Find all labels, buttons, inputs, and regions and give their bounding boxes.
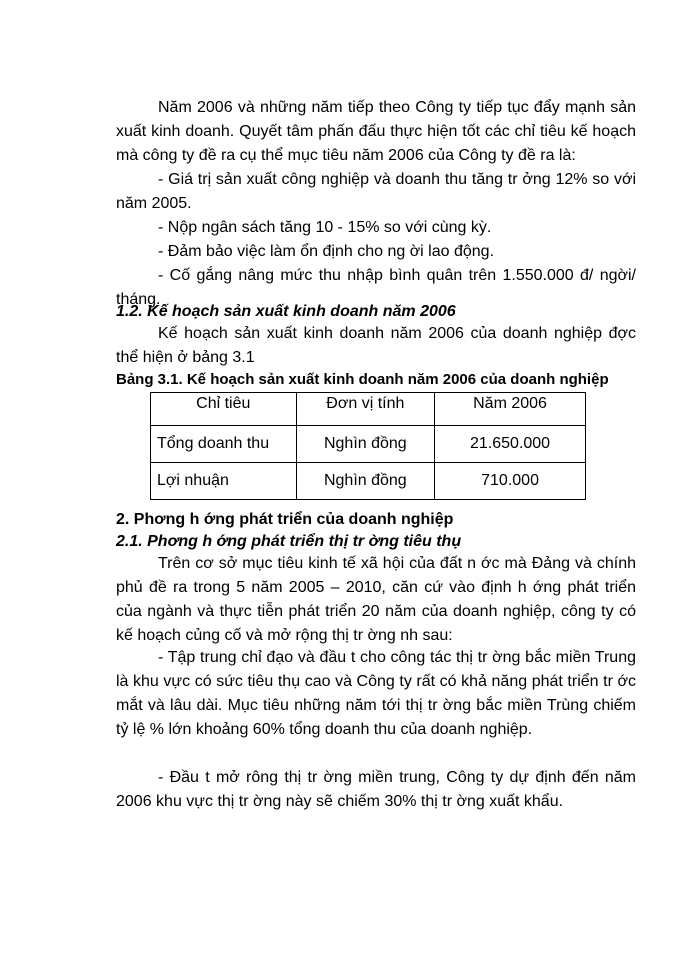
goal-income: - Cố gắng nâng mức thu nhập bình quân trên 1.550.000 đ/ ngời/ tháng. [116,267,636,308]
table-header-cell: Chỉ tiêu [151,393,297,426]
table-caption: Bảng 3.1. Kế hoạch sản xuất kinh doanh năm 2006 của doanh nghiệp [116,371,609,388]
table-cell: 21.650.000 [435,426,586,463]
goal-employment: - Đảm bảo việc làm ổn định cho ng ời lao động. [158,243,495,260]
table-cell: Tổng doanh thu [151,426,297,463]
table-header-cell: Năm 2006 [435,393,586,426]
intro-paragraph: Năm 2006 và những năm tiếp theo Công ty tiếp tục đẩy mạnh sản xuất kinh doanh. Quyết tâm phấn đấu thực hiện tốt các chỉ tiêu kế hoạch mà công ty đề ra cụ thể mục tiêu năm 2006 của Công ty đề ra là: [116,99,636,164]
section-1-2-heading: 1.2. Kế hoạch sản xuất kinh doanh năm 2006 [116,303,456,320]
strategy-north-central: - Tập trung chỉ đạo và đầu t cho công tác thị tr ờng bắc miền Trung là khu vực có sức tiêu thụ cao và Công ty rất có khả năng phát triển tr ớc mắt và lâu dài. Mục tiêu những năm tới thị tr ờng bắc miền Trùng chiếm tỷ lệ % lớn khoảng 60% tổng doanh thu của doanh nghiệp. [116,649,636,738]
table-cell: Nghìn đồng [296,426,435,463]
table-row [151,426,586,463]
business-plan-table [150,392,586,500]
table-cell: Nghìn đồng [296,463,435,500]
section-1-2-paragraph: Kế hoạch sản xuất kinh doanh năm 2006 của doanh nghiệp đợc thể hiện ở bảng 3.1 [116,325,636,366]
table-cell: Lợi nhuận [151,463,297,500]
table-header-row [151,393,586,426]
section-2-heading: 2. Phơng h ớng phát triển của doanh nghiệp [116,511,454,528]
section-2-1-heading: 2.1. Phơng h ớng phát triển thị tr ờng tiêu thụ [116,533,462,550]
goal-revenue-growth: - Giá trị sản xuất công nghiệp và doanh thu tăng tr ởng 12% so với năm 2005. [116,171,636,212]
table-header-cell: Đơn vị tính [296,393,435,426]
section-2-1-paragraph: Trên cơ sở mục tiêu kinh tế xã hội của đất n ớc mà Đảng và chính phủ đề ra trong 5 năm 2005 – 2010, căn cứ vào định h ớng phát triển của ngành và thực tiễn phát triển 20 năm của doanh nghiệp, công ty có kế hoạch củng cố và mở rộng thị tr ờng nh sau: [116,555,636,644]
strategy-central-market: - Đầu t mở rông thị tr ờng miền trung, Công ty dự định đến năm 2006 khu vực thị tr ờng này sẽ chiếm 30% thị tr ờng xuất khẩu. [116,769,636,810]
goal-budget: - Nộp ngân sách tăng 10 - 15% so với cùng kỳ. [158,219,492,236]
table-row [151,463,586,500]
table-cell: 710.000 [435,463,586,500]
